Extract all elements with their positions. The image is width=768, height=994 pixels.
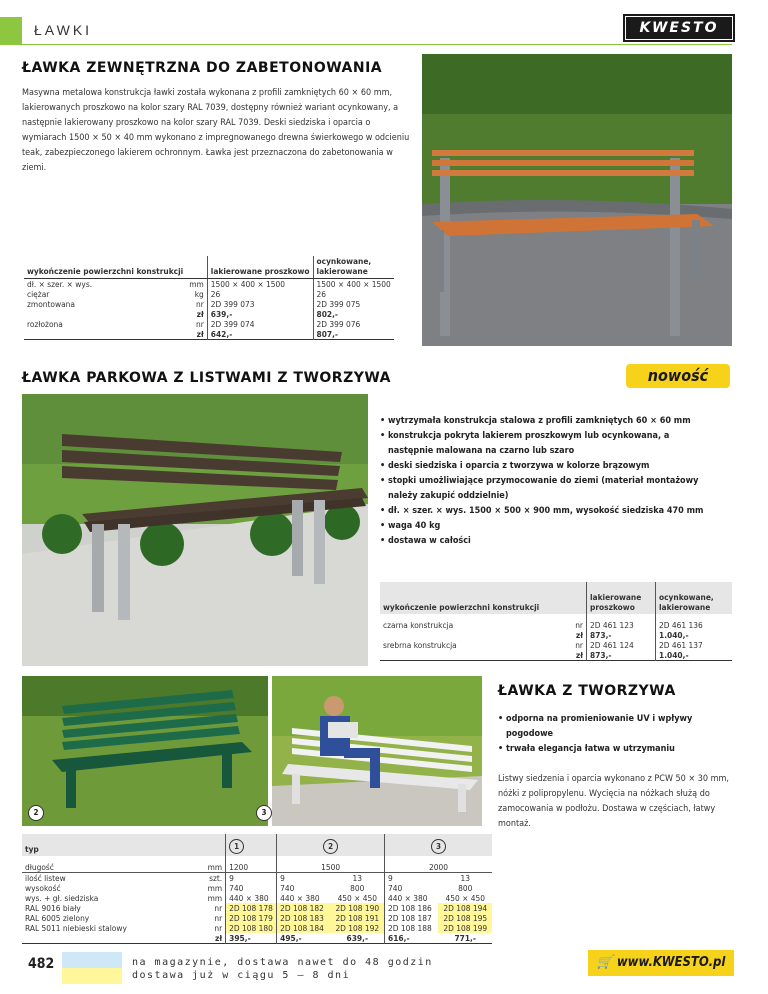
features-list-2 [380, 414, 710, 549]
table3-unit: mm [207, 883, 223, 893]
table3-length: 1200 [226, 856, 277, 873]
table3-cell: 2D 108 192 [331, 923, 385, 933]
table1-unit: zł [196, 329, 204, 339]
table1-row-label [24, 309, 186, 319]
table2-price: 873,- [587, 630, 656, 640]
stock-legend-swatch [62, 952, 122, 968]
table1-cell: 2D 399 074 [207, 319, 313, 329]
table3-unit: szt. [209, 873, 223, 883]
table1-unit: kg [194, 289, 204, 299]
table2-row-label: czarna konstrukcja [383, 620, 454, 630]
page-number: 482 [28, 956, 55, 972]
table1-header-powder: lakierowane proszkowo [207, 256, 313, 279]
table3-cell: 2D 108 191 [331, 913, 385, 923]
table3-cell: 2D 108 190 [331, 903, 385, 913]
table3-type-label: typ [22, 834, 202, 856]
table1-row-label [24, 329, 186, 340]
table2-price: 873,- [587, 650, 656, 661]
table3-cell: 2D 108 182 [277, 903, 331, 913]
table1-row-label: zmontowana [27, 299, 75, 309]
table3-unit: nr [214, 903, 223, 913]
website-link[interactable] [588, 950, 734, 976]
table2-price: 1.040,- [656, 650, 733, 661]
type-number-2: 2 [323, 839, 338, 854]
type-number-1: 1 [229, 839, 244, 854]
table2-cell: 2D 461 124 [587, 640, 656, 650]
table3-cell: 13 [352, 873, 363, 883]
delivery-line-2: dostawa już w ciągu 5 – 8 dni [132, 970, 351, 981]
feature-item: • stopki umożliwiające przymocowanie do ziemi (materiał montażowy należy zakupić oddzielnie) [380, 476, 699, 501]
feature-item: • trwała elegancja łatwa w utrzymaniu [498, 744, 675, 754]
table3-cell: 2D 108 194 [438, 903, 492, 913]
table3-length: 2000 [385, 856, 492, 873]
table2-cell: 2D 461 123 [587, 614, 656, 630]
table2-cell: 2D 461 136 [656, 614, 733, 630]
section-tab-marker [0, 17, 22, 45]
table3-row-label: wysokość [25, 883, 61, 893]
product-description-1: Masywna metalowa konstrukcja ławki została wykonana z profili zamkniętych 60 × 60 mm, lakierowanych proszkowo na kolor szary RAL 7039, dostępny również wariant ocynkowany, a następnie lakierowany proszkowo na kolor szary RAL 7039. Deski siedziska i oparcia o wymiarach 1500 × 50 × 40 mm wykonano z impregnowanego drewna świerkowego w odcieniu teak, zabezpieczonego lakierem ochronnym. Ławka jest przeznaczona do zabetonowania w ziemi. [22, 88, 410, 173]
table3-price: 639,- [346, 933, 369, 943]
bench-photo-wood [422, 54, 732, 346]
table3-cell: 450 × 450 [337, 893, 378, 903]
bench-photo-plastic [22, 394, 368, 666]
table2-row-label [380, 630, 556, 640]
table3-cell: 2D 108 186 [385, 903, 439, 913]
feature-item: • odporna na promieniowanie UV i wpływy pogodowe [498, 714, 693, 739]
table3-unit: mm [207, 862, 223, 872]
table1-price: 807,- [313, 329, 394, 340]
table3-cell: 800 [350, 883, 365, 893]
table3-cell: 2D 108 184 [277, 923, 331, 933]
table1-row-label: dł. × szer. × wys. [27, 279, 93, 289]
delivery-legend-swatch [62, 968, 122, 984]
table3-length: 1500 [277, 856, 385, 873]
feature-item: • konstrukcja pokryta lakierem proszkowym lub ocynkowana, a następnie malowana na czarno lub szaro [380, 431, 670, 456]
table3-row-label: RAL 9016 biały [25, 903, 81, 913]
table1-unit: nr [195, 299, 204, 309]
table2-cell: 2D 461 137 [656, 640, 733, 650]
feature-item: • dł. × szer. × wys. 1500 × 500 × 900 mm, wysokość siedziska 470 mm [380, 506, 704, 516]
delivery-line-1: na magazynie, dostawa nawet do 48 godzin [132, 957, 433, 968]
brand-logo[interactable]: KWESTO [623, 14, 735, 42]
table3-row-label [22, 933, 202, 944]
table3-cell: 740 [277, 883, 331, 893]
table1-price: 802,- [313, 309, 394, 319]
spec-table-1 [24, 256, 394, 340]
table3-cell: 2D 108 187 [385, 913, 439, 923]
feature-item: • wytrzymała konstrukcja stalowa z profili zamkniętych 60 × 60 mm [380, 416, 691, 426]
photo-marker-3: 3 [256, 805, 272, 821]
table1-row-label: rozłożona [27, 319, 63, 329]
table1-cell: 1500 × 400 × 1500 [207, 279, 313, 290]
table2-price: 1.040,- [656, 630, 733, 640]
spec-table-3 [22, 834, 492, 944]
table1-row-label: ciężar [27, 289, 50, 299]
photo-marker-2: 2 [28, 805, 44, 821]
table1-header-galvanized: ocynkowane, lakierowane [313, 256, 394, 279]
table2-header-powder: lakierowane proszkowo [587, 582, 656, 614]
table3-cell: 2D 108 195 [438, 913, 492, 923]
features-list-3 [498, 712, 738, 757]
bench-photo-green [22, 676, 268, 826]
table3-price: 771,- [454, 933, 476, 943]
table3-cell: 2D 108 178 [226, 903, 277, 913]
table3-row-label: RAL 5011 niebieski stalowy [25, 923, 127, 933]
table2-unit: zł [575, 650, 583, 660]
website-label: www.KWESTO.pl [616, 955, 726, 970]
table3-unit: mm [207, 893, 223, 903]
bench-photo-white [272, 676, 482, 826]
table3-cell: 800 [458, 883, 473, 893]
table3-cell: 740 [226, 883, 277, 893]
table3-row-label: RAL 6005 zielony [25, 913, 90, 923]
table3-cell: 9 [277, 873, 331, 884]
type-number-3: 3 [431, 839, 446, 854]
table1-unit: zł [196, 309, 204, 319]
feature-item: • waga 40 kg [380, 521, 441, 531]
spec-table-2 [380, 582, 732, 661]
table2-unit: zł [575, 630, 583, 640]
table2-unit: nr [575, 620, 583, 630]
table3-unit: zł [215, 933, 223, 943]
table2-row-label: srebrna konstrukcja [383, 640, 457, 650]
table1-price: 639,- [207, 309, 313, 319]
table1-cell: 2D 399 076 [313, 319, 394, 329]
table3-row-label: długość [25, 862, 54, 872]
table3-cell: 440 × 380 [277, 893, 331, 903]
table3-price: 616,- [385, 933, 439, 944]
table2-row-label [380, 650, 556, 661]
table1-cell: 2D 399 075 [313, 299, 394, 309]
table3-unit: nr [214, 923, 223, 933]
table1-cell: 2D 399 073 [207, 299, 313, 309]
feature-item: • dostawa w całości [380, 536, 471, 546]
table2-header-galvanized: ocynkowane, lakierowane [656, 582, 733, 614]
new-badge: nowość [626, 364, 730, 388]
table1-unit: mm [189, 279, 204, 289]
table3-row-label: ilość listew [25, 873, 66, 883]
feature-item: • deski siedziska i oparcia z tworzywa w kolorze brązowym [380, 461, 650, 471]
table3-cell: 2D 108 183 [277, 913, 331, 923]
product-title-2: ŁAWKA PARKOWA Z LISTWAMI Z TWORZYWA [22, 370, 392, 386]
cart-icon: 🛒 [596, 955, 613, 970]
table3-cell: 9 [385, 873, 439, 884]
table1-cell: 26 [207, 289, 313, 299]
table3-cell: 440 × 380 [226, 893, 277, 903]
table3-cell: 2D 108 179 [226, 913, 277, 923]
header-divider [22, 44, 732, 45]
table3-unit: nr [214, 913, 223, 923]
category-label: ŁAWKI [34, 22, 93, 38]
table3-cell: 9 [226, 873, 277, 884]
table3-cell: 13 [460, 873, 470, 883]
table3-cell: 2D 108 199 [438, 923, 492, 933]
table2-unit: nr [575, 640, 583, 650]
table1-unit: nr [195, 319, 204, 329]
delivery-legend-text [132, 956, 433, 982]
table1-cell: 1500 × 400 × 1500 [313, 279, 394, 290]
product-title-3: ŁAWKA Z TWORZYWA [498, 683, 676, 699]
table3-cell: 2D 108 188 [385, 923, 439, 933]
table3-cell: 740 [385, 883, 439, 893]
table3-cell: 2D 108 180 [226, 923, 277, 933]
table3-price: 495,- [277, 933, 331, 944]
table3-row-label: wys. + gł. siedziska [25, 893, 99, 903]
table1-cell: 26 [313, 289, 394, 299]
table1-header-finish: wykończenie powierzchni konstrukcji [24, 256, 186, 279]
product-description-3: Listwy siedzenia i oparcia wykonano z PCW 50 × 30 mm, nóżki z polipropylenu. Wycięcia na nóżkach służą do zamocowania w podłożu. Dostawa w częściach, łatwy montaż. [498, 774, 729, 829]
product-title-1: ŁAWKA ZEWNĘTRZNA DO ZABETONOWANIA [22, 60, 383, 76]
table3-cell: 450 × 450 [445, 893, 485, 903]
table3-price: 395,- [226, 933, 277, 944]
table3-cell: 440 × 380 [385, 893, 439, 903]
table1-price: 642,- [207, 329, 313, 340]
table2-header-finish: wykończenie powierzchni konstrukcji [380, 582, 556, 614]
